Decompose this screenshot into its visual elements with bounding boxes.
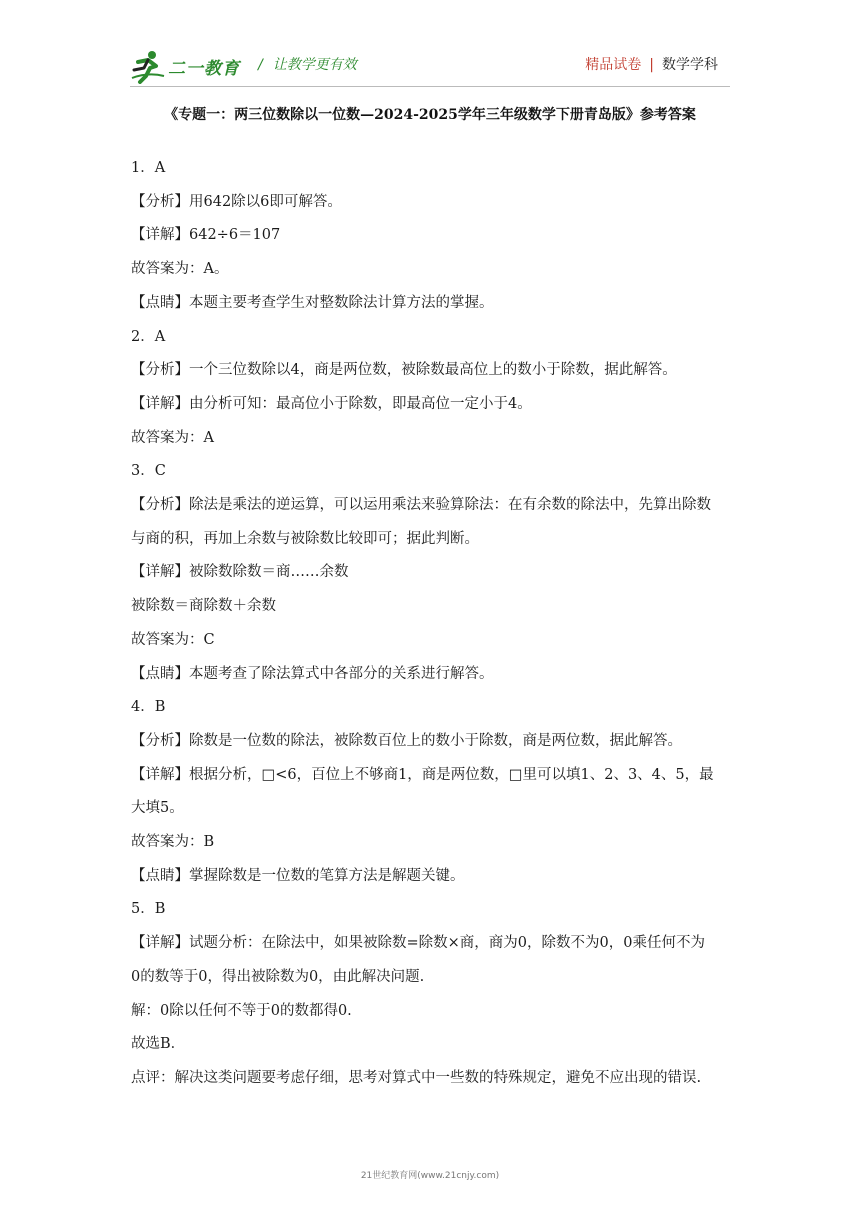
content-line: 【分析】一个三位数除以4，商是两位数，被除数最高位上的数小于除数，据此解答。 [131,362,677,379]
header-tags [585,54,718,74]
content-line: 【分析】除法是乘法的逆运算，可以运用乘法来验算除法：在有余数的除法中，先算出除数 [131,497,711,514]
logo-text: 二一教育 [168,58,240,79]
content-line: 【详解】根据分析，□<6，百位上不够商1，商是两位数，□里可以填1、2、3、4、5，最 [131,766,714,783]
content-line: 大填5。 [131,800,184,817]
runner-logo-icon [130,48,166,84]
content-line: 0的数等于0，得出被除数为0，由此解决问题. [131,968,425,985]
page-header [130,40,730,92]
content-line: 解：0除以任何不等于0的数都得0. [131,1002,352,1019]
header-divider [130,86,730,87]
page-title: 《专题一：两三位数除以一位数—2024-2025学年三年级数学下册青岛版》参考答案 [164,107,696,123]
content-line: 与商的积，再加上余数与被除数比较即可；据此判断。 [131,530,479,547]
content-line: 【分析】用642除以6即可解答。 [131,193,342,210]
content-line: 4．B [131,699,166,716]
content-line: 【详解】被除数除数＝商……余数 [131,564,349,581]
content-line: 点评：解决这类问题要考虑仔细，思考对算式中一些数的特殊规定，避免不应出现的错误. [131,1069,702,1086]
content-line: 故选B． [131,1036,186,1053]
content-line: 【点睛】本题主要考查学生对整数除法计算方法的掌握。 [131,294,494,311]
brand-logo[interactable] [130,48,240,84]
content-line: 2．A [131,328,166,345]
content-line: 故答案为：B [131,834,215,851]
content-line: 被除数＝商除数＋余数 [131,598,276,615]
content-line: 【点睛】掌握除数是一位数的笔算方法是解题关键。 [131,867,465,884]
content-line: 【点睛】本题考查了除法算式中各部分的关系进行解答。 [131,665,494,682]
slogan-text: 让教学更有效 [272,57,357,73]
content-line: 【详解】由分析可知：最高位小于除数，即最高位一定小于4。 [131,395,532,412]
slogan-divider-icon: / [258,57,263,73]
content-line: 故答案为：C [131,631,215,648]
page-footer: 21世纪教育网(www.21cnjy.com) [360,1171,500,1181]
content-line: 3．C [131,463,166,480]
content-line: 【详解】试题分析：在除法中，如果被除数=除数×商，商为0，除数不为0，0乘任何不为 [131,935,705,952]
tag-divider: | [649,57,654,73]
quality-tag: 精品试卷 [585,57,642,73]
content-line: 5．B [131,901,166,918]
answer-content [131,152,731,1096]
content-line: 【分析】除数是一位数的除法，被除数百位上的数小于除数，商是两位数，据此解答。 [131,732,682,749]
content-line: 【详解】642÷6＝107 [131,227,281,244]
content-line: 故答案为：A。 [131,261,229,278]
slogan [258,54,357,74]
subject-tag: 数学学科 [662,57,718,73]
content-line: 故答案为：A [131,429,214,446]
content-line: 1．A [131,160,166,176]
